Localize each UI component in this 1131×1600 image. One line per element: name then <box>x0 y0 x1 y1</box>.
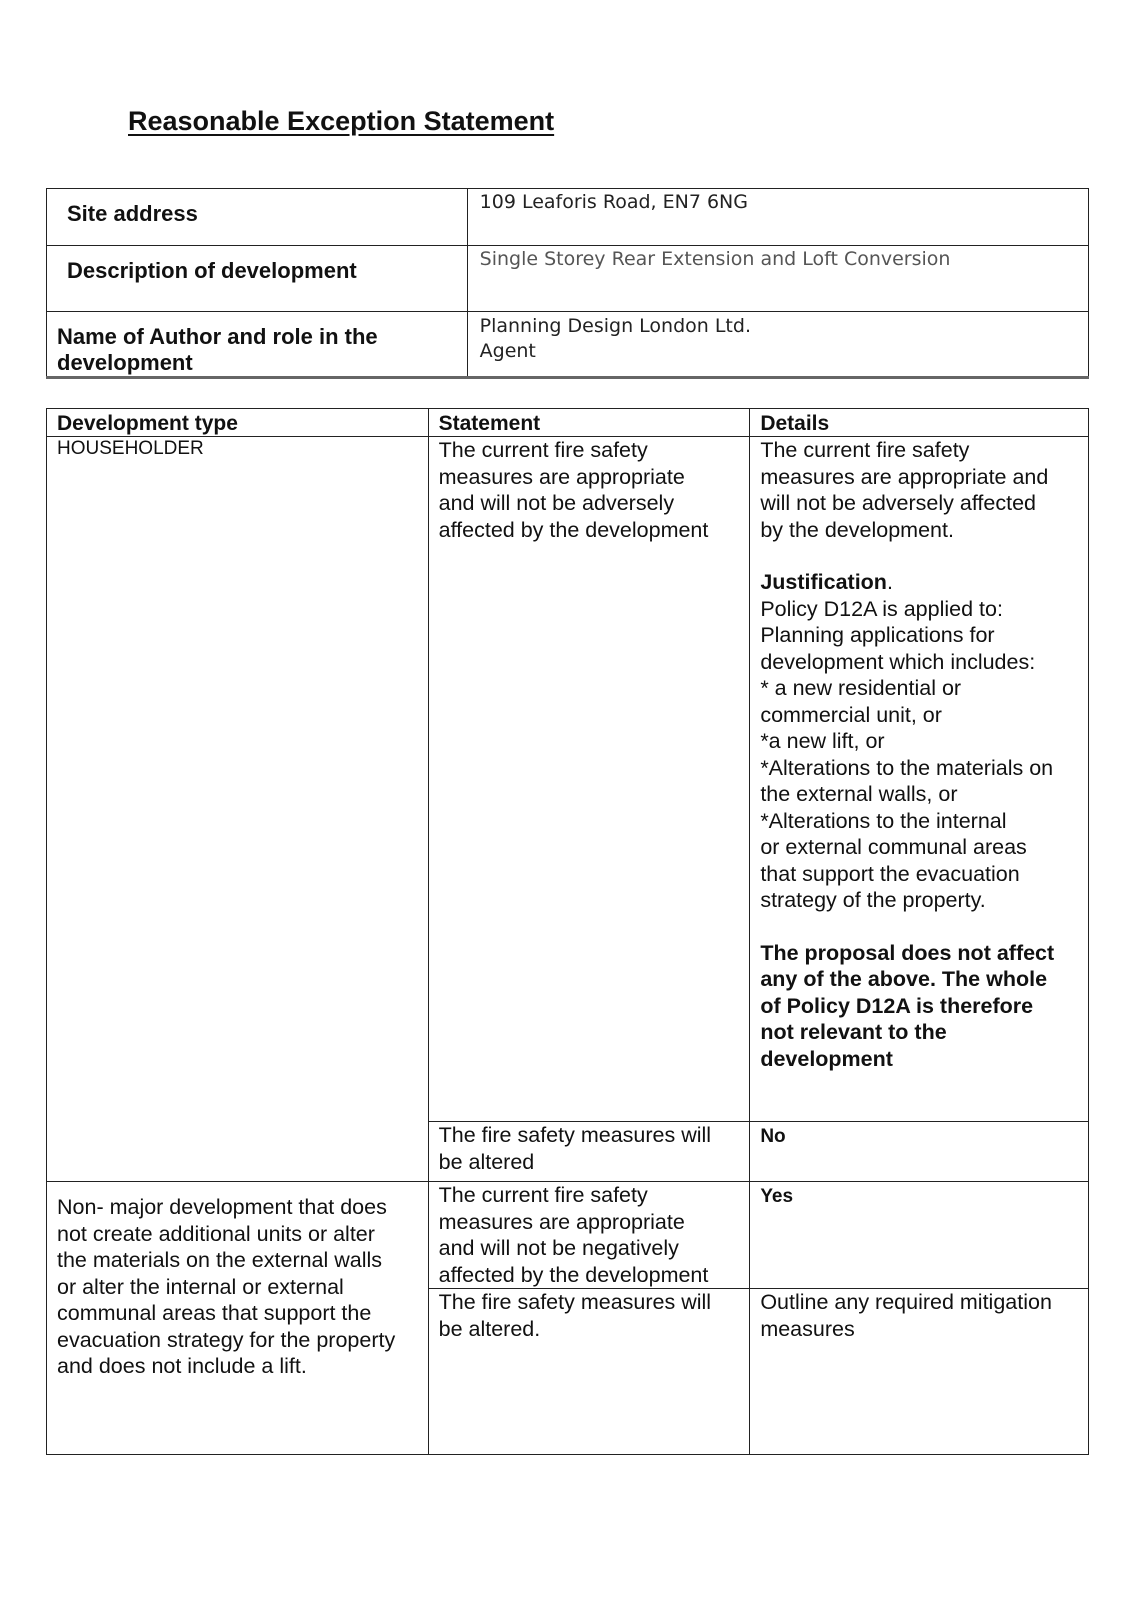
conclusion-line: of Policy D12A is therefore <box>760 993 1034 1018</box>
text-line: Planning applications for <box>760 623 995 647</box>
header-row <box>47 409 1089 437</box>
text-line: measures <box>760 1316 855 1341</box>
statement-cell <box>428 1122 750 1182</box>
text-line: and will not be adversely <box>438 491 675 515</box>
text-line: The current fire safety <box>760 438 970 462</box>
text-line: commercial unit, or <box>760 702 942 727</box>
author-value-line: Planning Design London Ltd. <box>479 315 751 337</box>
header-details: Details <box>750 409 1089 437</box>
text-line: that support the evacuation <box>760 861 1020 886</box>
conclusion-line: development <box>760 1046 893 1071</box>
site-info-table <box>46 188 1089 379</box>
text-line: or external communal areas <box>760 835 1027 859</box>
header-statement: Statement <box>428 409 750 437</box>
text-line: *Alterations to the materials on <box>760 755 1054 780</box>
conclusion-line: The proposal does not affect <box>760 940 1055 965</box>
text-line: the materials on the external walls <box>57 1248 383 1272</box>
text-line: measures are appropriate <box>438 464 685 489</box>
description-value: Single Storey Rear Extension and Loft Conversion <box>467 246 1088 312</box>
text-line: *a new lift, or <box>760 729 885 753</box>
development-type-cell: HOUSEHOLDER <box>47 437 429 1182</box>
author-label-line: development <box>57 350 193 375</box>
text-line: communal areas that support the <box>57 1301 372 1325</box>
text-line: be altered. <box>438 1316 541 1341</box>
page-title: Reasonable Exception Statement <box>128 106 555 136</box>
site-address-row <box>47 189 1089 246</box>
text-line: not create additional units or alter <box>57 1221 375 1246</box>
text-line: will not be adversely affected <box>760 491 1036 515</box>
text-line: Policy D12A is applied to: <box>760 596 1003 621</box>
author-value <box>467 312 1088 378</box>
text-line: or alter the internal or external <box>57 1274 344 1299</box>
assessment-table <box>46 408 1089 1455</box>
text-line: development which includes: <box>760 649 1036 674</box>
text-line: by the development. <box>760 517 954 542</box>
justification-heading: Justification. <box>760 570 893 594</box>
author-row <box>47 312 1089 378</box>
details-cell <box>750 1289 1089 1455</box>
text-line: affected by the development <box>438 1262 709 1287</box>
text-line: the external walls, or <box>760 782 958 806</box>
conclusion-line: not relevant to the <box>760 1020 947 1044</box>
text-line: The current fire safety <box>438 438 648 462</box>
details-cell <box>750 1122 1089 1182</box>
table-row <box>47 1182 1089 1289</box>
text-line: be altered <box>438 1149 535 1174</box>
text-line: *Alterations to the internal <box>760 808 1007 833</box>
conclusion-line: any of the above. The whole <box>760 967 1048 991</box>
author-value-line: Agent <box>479 340 536 362</box>
description-label: Description of development <box>47 246 468 312</box>
statement-cell <box>428 437 750 1122</box>
text-line: and does not include a lift. <box>57 1354 307 1378</box>
table-row <box>47 437 1089 1122</box>
text-line: strategy of the property. <box>760 888 986 912</box>
text-line: evacuation strategy for the property <box>57 1327 396 1352</box>
description-row <box>47 246 1089 312</box>
author-label <box>47 312 468 378</box>
development-type-cell <box>47 1182 429 1455</box>
text-line: The current fire safety <box>438 1183 648 1207</box>
details-cell <box>750 1182 1089 1289</box>
text-line: and will not be negatively <box>438 1236 679 1260</box>
text-line: Non- major development that does <box>57 1195 387 1219</box>
header-development-type: Development type <box>47 409 429 437</box>
text-line: * a new residential or <box>760 676 962 700</box>
text-line: The fire safety measures will <box>438 1290 712 1314</box>
answer-yes: Yes <box>760 1186 794 1207</box>
statement-cell <box>428 1289 750 1455</box>
site-address-label: Site address <box>47 189 468 246</box>
answer-no: No <box>760 1126 786 1147</box>
text-line: measures are appropriate <box>438 1209 685 1234</box>
details-cell <box>750 437 1089 1122</box>
text-line: The fire safety measures will <box>438 1123 712 1147</box>
text-line: measures are appropriate and <box>760 464 1049 489</box>
statement-cell <box>428 1182 750 1289</box>
text-line: affected by the development <box>438 517 709 542</box>
site-address-value: 109 Leaforis Road, EN7 6NG <box>467 189 1088 246</box>
author-label-line: Name of Author and role in the <box>57 324 378 349</box>
text-line: Outline any required mitigation <box>760 1290 1052 1314</box>
